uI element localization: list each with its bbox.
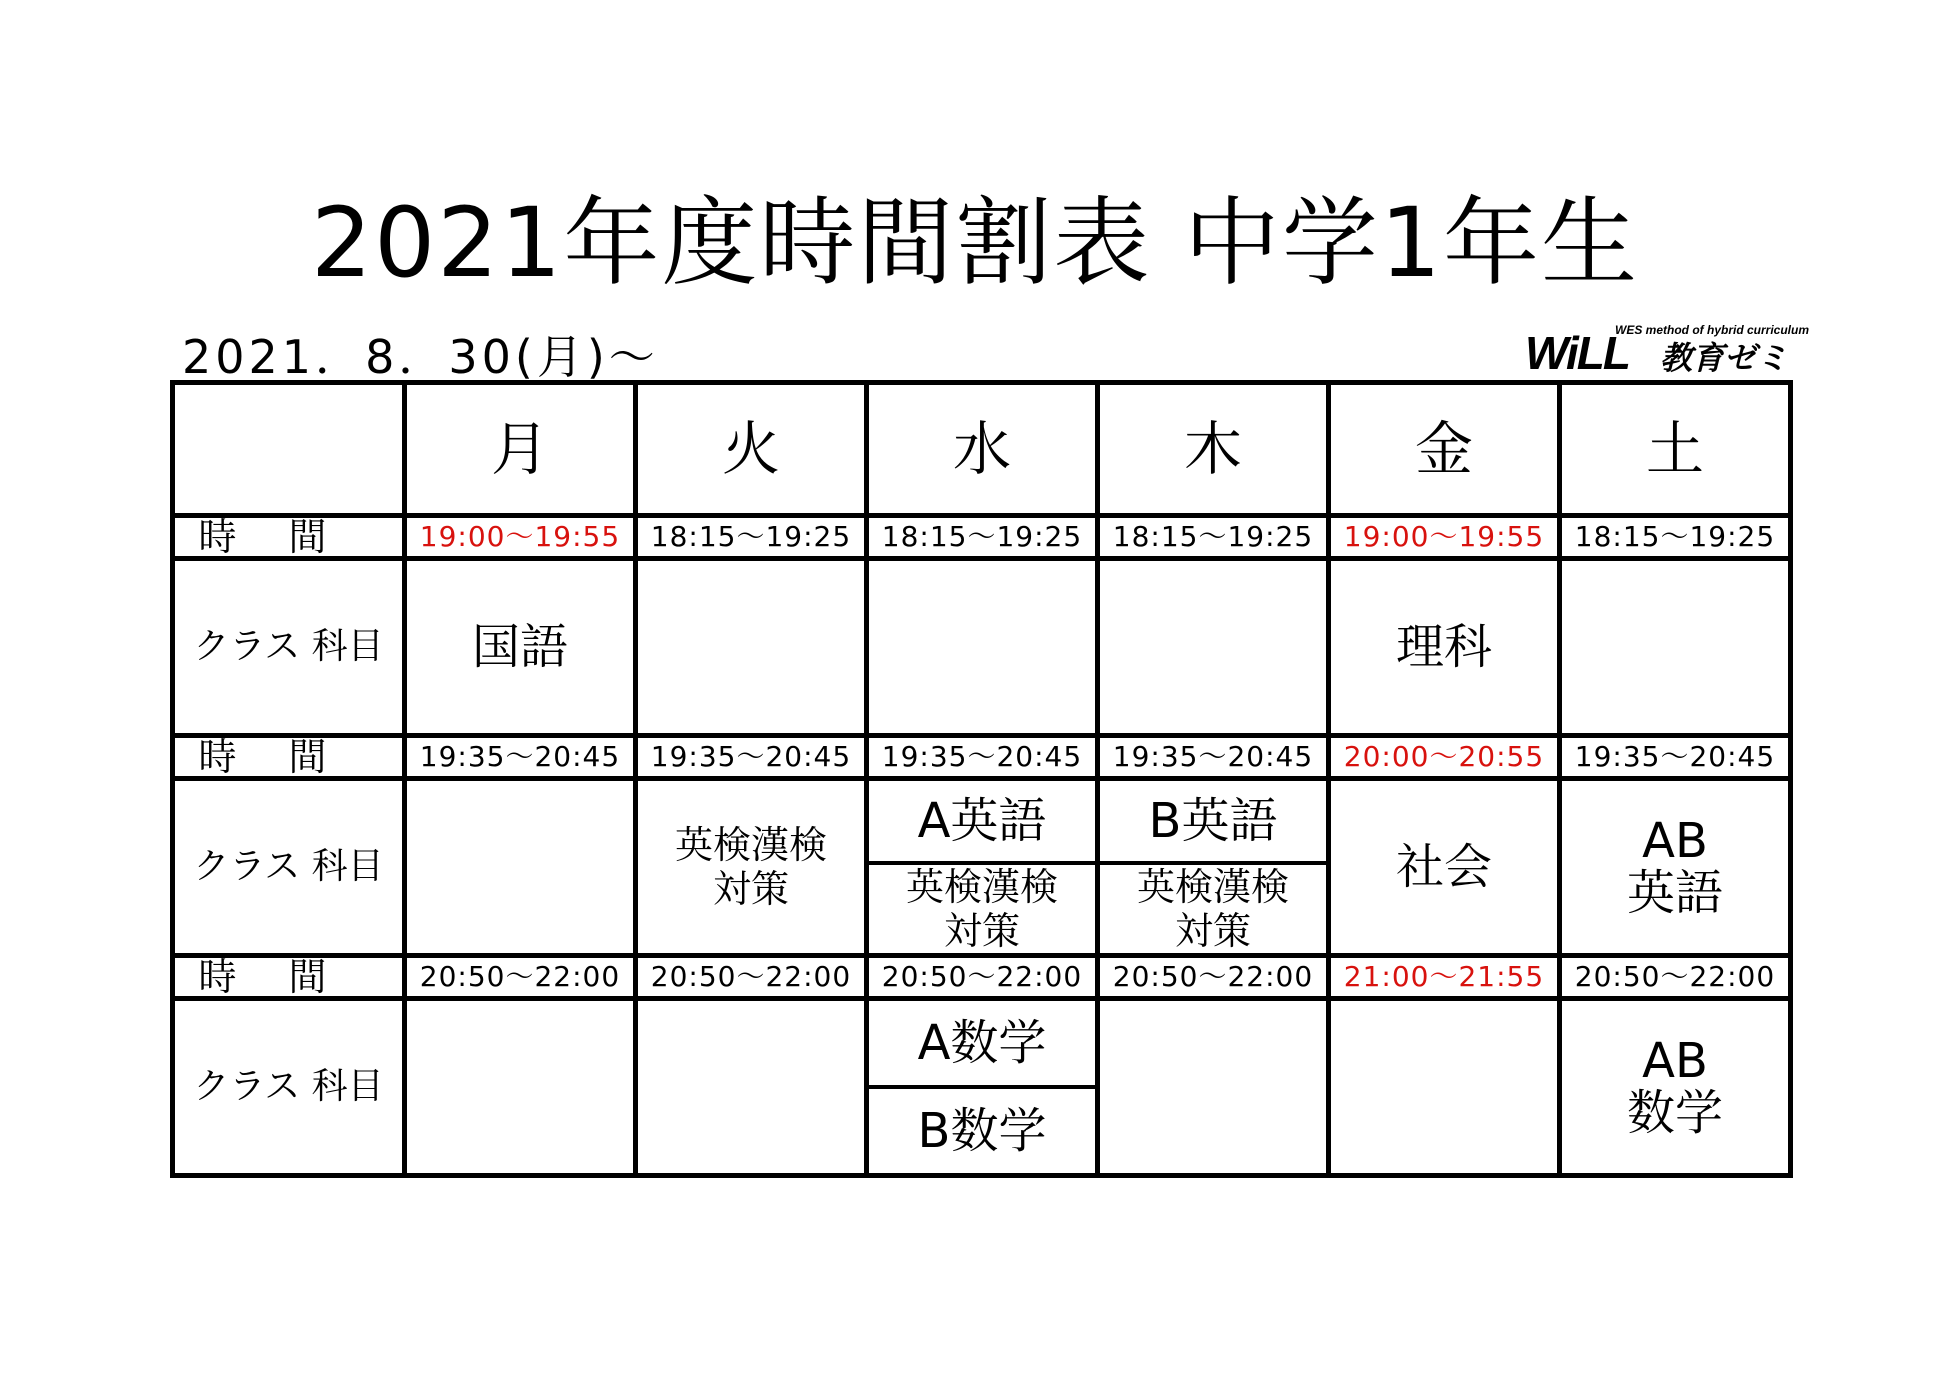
subject-split-top xyxy=(869,781,1095,865)
time-cell-wed: 18:15～19:25 xyxy=(867,516,1098,559)
subject-cell-thu xyxy=(1098,779,1329,956)
timetable xyxy=(170,380,1793,1178)
subject-text: 英語 xyxy=(1626,865,1723,921)
time-cell-wed: 19:35～20:45 xyxy=(867,736,1098,779)
time-cell-fri: 21:00～21:55 xyxy=(1329,956,1560,999)
class-subject-label: クラス 科目 xyxy=(173,999,405,1176)
subject-text: 対策 xyxy=(943,909,1020,953)
subject-text: AB xyxy=(1642,1033,1708,1089)
subject-cell-mon xyxy=(405,999,636,1176)
subject-text: 国語 xyxy=(471,619,568,675)
subject-text: 理科 xyxy=(1395,619,1492,675)
time-cell-mon: 20:50～22:00 xyxy=(405,956,636,999)
day-header-mon: 月 xyxy=(405,383,636,516)
time-cell-mon: 19:00～19:55 xyxy=(405,516,636,559)
day-header-sat: 土 xyxy=(1560,383,1791,516)
subject-split-bottom xyxy=(1100,865,1326,953)
subject-cell-thu xyxy=(1098,559,1329,736)
logo-wordmark: WiLL xyxy=(1525,327,1629,379)
subject-cell-wed xyxy=(867,999,1098,1176)
time-label: 時間 xyxy=(173,736,405,779)
time-cell-wed: 20:50～22:00 xyxy=(867,956,1098,999)
subject-text: 数学 xyxy=(1626,1085,1723,1141)
time-cell-mon: 19:35～20:45 xyxy=(405,736,636,779)
day-header-fri: 金 xyxy=(1329,383,1560,516)
subject-cell-sat xyxy=(1560,999,1791,1176)
subject-text: 対策 xyxy=(712,867,789,911)
time-cell-sat: 19:35～20:45 xyxy=(1560,736,1791,779)
time-label: 時間 xyxy=(173,956,405,999)
subject-cell-wed xyxy=(867,559,1098,736)
time-cell-fri: 19:00～19:55 xyxy=(1329,516,1560,559)
time-row xyxy=(173,516,1791,559)
start-date: 2021．8．30(月)～ xyxy=(182,330,659,384)
subject-split-top xyxy=(869,1001,1095,1089)
time-cell-thu: 19:35～20:45 xyxy=(1098,736,1329,779)
subject-text: A数学 xyxy=(917,1015,1047,1071)
logo-wordmark-jp: 教育ゼミ xyxy=(1660,339,1789,377)
page-title: 2021年度時間割表 中学1年生 xyxy=(311,187,1639,299)
time-label: 時間 xyxy=(173,516,405,559)
subject-text: 英検漢検 xyxy=(674,823,827,867)
day-header-tue: 火 xyxy=(636,383,867,516)
logo-tagline: WES method of hybrid curriculum xyxy=(1615,323,1810,337)
time-cell-tue: 18:15～19:25 xyxy=(636,516,867,559)
time-cell-sat: 20:50～22:00 xyxy=(1560,956,1791,999)
subject-cell-sat xyxy=(1560,779,1791,956)
subject-cell-tue xyxy=(636,559,867,736)
subject-cell-fri xyxy=(1329,779,1560,956)
subject-row xyxy=(173,779,1791,956)
subject-text: 社会 xyxy=(1395,839,1492,895)
subject-text: A英語 xyxy=(917,793,1047,849)
subject-text: B数学 xyxy=(917,1103,1047,1159)
time-cell-fri: 20:00～20:55 xyxy=(1329,736,1560,779)
time-cell-tue: 20:50～22:00 xyxy=(636,956,867,999)
subject-cell-wed xyxy=(867,779,1098,956)
time-cell-tue: 19:35～20:45 xyxy=(636,736,867,779)
subject-text: AB xyxy=(1642,813,1708,869)
day-header-thu: 木 xyxy=(1098,383,1329,516)
subject-cell-mon xyxy=(405,559,636,736)
corner-cell xyxy=(173,383,405,516)
time-cell-thu: 20:50～22:00 xyxy=(1098,956,1329,999)
subject-cell-fri xyxy=(1329,559,1560,736)
subject-text: 英検漢検 xyxy=(905,865,1058,909)
subject-split-top xyxy=(1100,781,1326,865)
subject-text: B英語 xyxy=(1148,793,1278,849)
school-logo xyxy=(1525,323,1810,379)
subject-cell-mon xyxy=(405,779,636,956)
subject-cell-tue xyxy=(636,779,867,956)
subject-cell-tue xyxy=(636,999,867,1176)
time-row xyxy=(173,736,1791,779)
subject-split-bottom xyxy=(869,865,1095,953)
day-header-wed: 水 xyxy=(867,383,1098,516)
subject-cell-fri xyxy=(1329,999,1560,1176)
subject-row xyxy=(173,999,1791,1176)
class-subject-label: クラス 科目 xyxy=(173,559,405,736)
day-header-row xyxy=(173,383,1791,516)
time-cell-sat: 18:15～19:25 xyxy=(1560,516,1791,559)
time-row xyxy=(173,956,1791,999)
class-subject-label: クラス 科目 xyxy=(173,779,405,956)
subject-text: 対策 xyxy=(1174,909,1251,953)
subject-cell-thu xyxy=(1098,999,1329,1176)
subject-text: 英検漢検 xyxy=(1136,865,1289,909)
time-cell-thu: 18:15～19:25 xyxy=(1098,516,1329,559)
subject-row xyxy=(173,559,1791,736)
subject-cell-sat xyxy=(1560,559,1791,736)
subject-split-bottom xyxy=(869,1089,1095,1173)
